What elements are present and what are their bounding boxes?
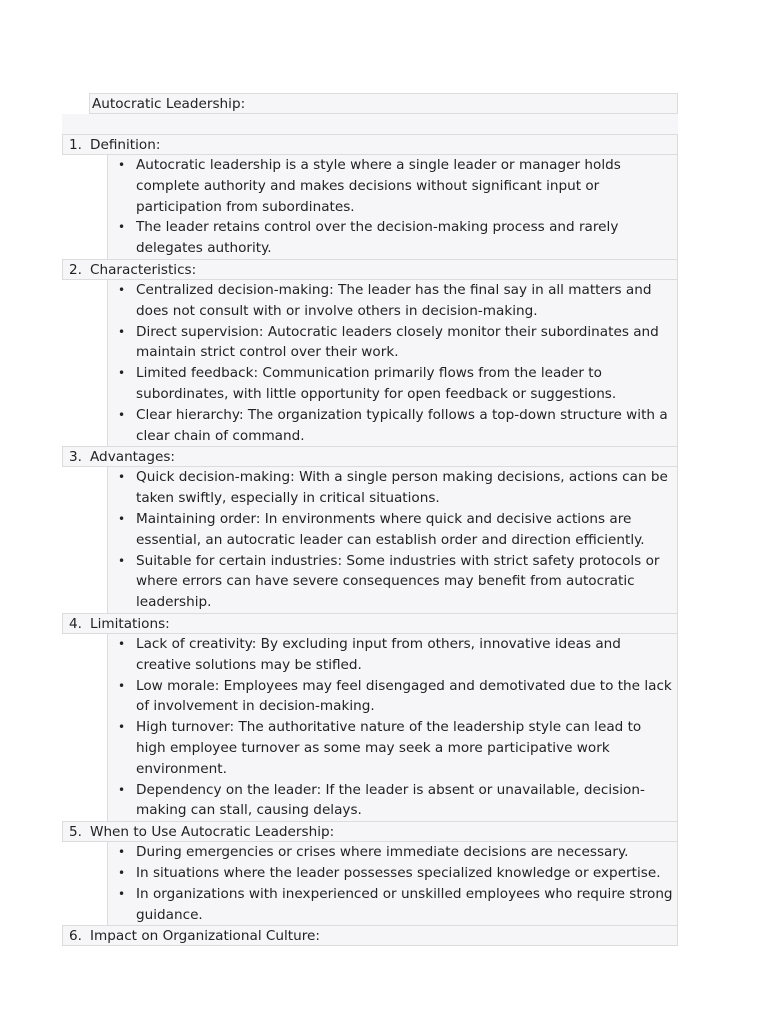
bullet-item <box>108 217 677 259</box>
bullet-text: In organizations with inexperienced or unskilled employees who require strong guidance. <box>136 885 673 923</box>
bullet-item <box>108 676 677 718</box>
section-bullet-list <box>107 467 678 613</box>
bullet-icon: • <box>118 158 126 172</box>
bullet-icon: • <box>118 845 126 860</box>
section-number: 1. <box>69 137 82 153</box>
bullet-item <box>108 467 677 509</box>
section-number: 3. <box>69 449 82 466</box>
section-bullet-list <box>107 280 678 446</box>
bullet-text: Direct supervision: Autocratic leaders closely monitor their subordinates and maintain strict control over their work. <box>136 323 659 361</box>
section-heading <box>62 821 678 842</box>
section-bullet-list <box>107 634 678 821</box>
bullet-icon: • <box>118 782 126 797</box>
section-heading <box>62 134 678 155</box>
outline-list <box>62 134 678 946</box>
section-heading-text: Limitations: <box>90 615 170 632</box>
bullet-icon: • <box>118 470 126 485</box>
section-number: 6. <box>69 928 82 945</box>
bullet-text: Maintaining order: In environments where quick and decisive actions are essential, an autocratic leader can establish order and direction efficiently. <box>136 510 645 548</box>
bullet-icon: • <box>118 553 126 568</box>
bullet-item <box>108 842 677 863</box>
bullet-text: Limited feedback: Communication primarily flows from the leader to subordinates, with little opportunity for open feedback or suggestions. <box>136 365 617 402</box>
bullet-item <box>108 863 677 884</box>
section-heading-text: When to Use Autocratic Leadership: <box>90 824 335 841</box>
bullet-icon: • <box>118 220 126 235</box>
section-number: 2. <box>69 261 82 278</box>
section-heading <box>62 446 678 467</box>
bullet-item <box>108 551 677 613</box>
bullet-item <box>108 280 677 322</box>
section-heading-text: Characteristics: <box>90 261 197 278</box>
section-bullet-list <box>107 155 678 259</box>
bullet-text: Centralized decision-making: The leader has the final say in all matters and does not consult with or involve others in decision-making. <box>136 281 652 319</box>
section-heading <box>62 925 678 946</box>
bullet-icon: • <box>118 366 126 381</box>
section-heading <box>62 259 678 280</box>
bullet-text: Quick decision-making: With a single person making decisions, actions can be taken swiftly, especially in critical situations. <box>136 469 668 507</box>
bullet-text: Dependency on the leader: If the leader is absent or unavailable, decision-making can stall, causing delays. <box>136 781 645 819</box>
section-heading-text: Impact on Organizational Culture: <box>90 928 320 945</box>
bullet-text: In situations where the leader possesses specialized knowledge or expertise. <box>136 864 661 881</box>
bullet-item <box>108 780 677 822</box>
bullet-text: The leader retains control over the decision-making process and rarely delegates authority. <box>136 219 619 257</box>
bullet-icon: • <box>118 407 126 422</box>
section-heading-text: Advantages: <box>90 449 175 466</box>
bullet-icon: • <box>118 678 126 693</box>
section-number: 4. <box>69 615 82 632</box>
bullet-text: Low morale: Employees may feel disengaged and demotivated due to the lack of involvement in decision-making. <box>136 677 672 715</box>
bullet-text: High turnover: The authoritative nature of the leadership style can lead to high employee turnover as some may seek a more participative work environment. <box>136 719 642 777</box>
bullet-item <box>108 322 677 364</box>
title-spacer <box>62 114 678 135</box>
bullet-text: During emergencies or crises where immediate decisions are necessary. <box>136 844 629 861</box>
bullet-text: Clear hierarchy: The organization typically follows a top-down structure with a clear chain of command. <box>136 406 668 444</box>
section-heading-text: Definition: <box>90 137 161 153</box>
bullet-item <box>108 363 677 405</box>
bullet-icon: • <box>118 282 126 297</box>
bullet-icon: • <box>118 324 126 339</box>
bullet-icon: • <box>118 720 126 735</box>
bullet-item <box>108 717 677 779</box>
bullet-text: Suitable for certain industries: Some industries with strict safety protocols or where errors can have severe consequences may benefit from autocratic leadership. <box>136 552 660 611</box>
bullet-icon: • <box>118 886 126 901</box>
section-heading <box>62 613 678 634</box>
bullet-text: Lack of creativity: By excluding input from others, innovative ideas and creative solutions may be stifled. <box>136 635 621 673</box>
bullet-item <box>108 509 677 551</box>
bullet-icon: • <box>118 511 126 526</box>
document-title: Autocratic Leadership: <box>89 93 678 114</box>
bullet-item <box>108 884 677 926</box>
bullet-icon: • <box>118 636 126 651</box>
section-bullet-list <box>107 842 678 925</box>
bullet-icon: • <box>118 865 126 880</box>
bullet-item <box>108 634 677 676</box>
section-number: 5. <box>69 824 82 841</box>
bullet-item <box>108 155 677 217</box>
bullet-item <box>108 405 677 447</box>
bullet-text: Autocratic leadership is a style where a single leader or manager holds complete authority and makes decisions without significant input or participation from subordinates. <box>136 157 621 215</box>
